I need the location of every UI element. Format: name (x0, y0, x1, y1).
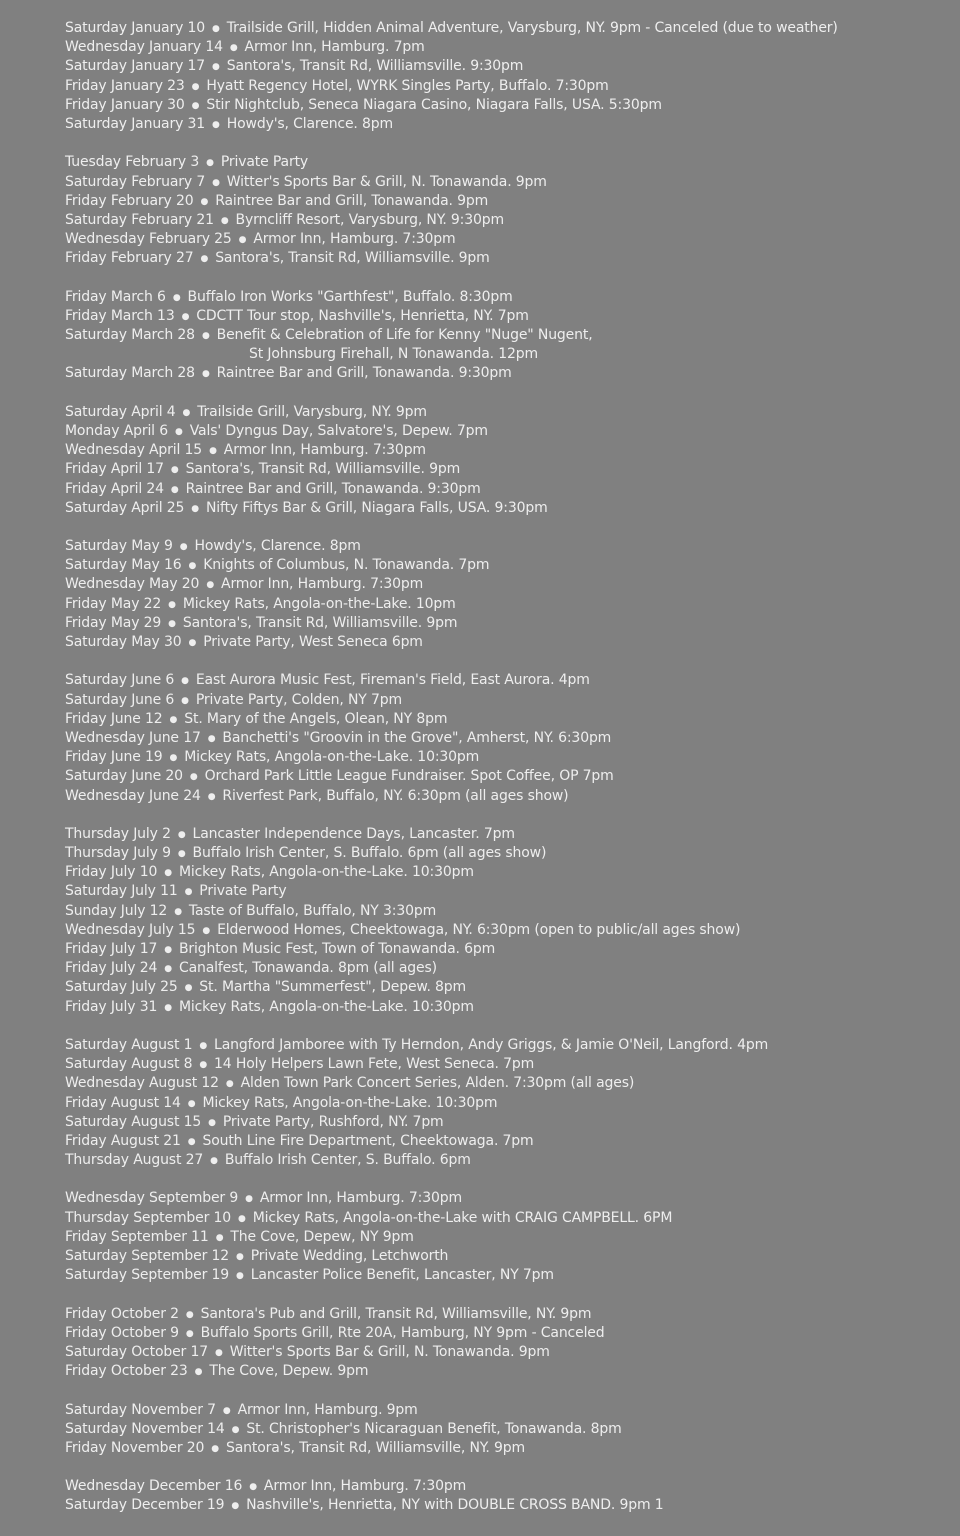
event-date: Saturday September 19 (65, 1267, 230, 1284)
event-row (65, 230, 945, 249)
bullet-separator-icon: ● (201, 331, 210, 341)
bullet-separator-icon: ● (231, 1424, 240, 1435)
bullet-separator-icon: ● (236, 1271, 244, 1282)
bullet-separator-icon: ● (164, 964, 172, 975)
event-details: Brighton Music Fest, Town of Tonawanda. 6pm (178, 941, 496, 957)
event-details: St. Christopher's Nicaraguan Benefit, Tonawanda. 8pm (246, 1420, 622, 1437)
event-row (65, 1055, 945, 1074)
event-details: The Cove, Depew. 9pm (209, 1363, 369, 1380)
event-date: Friday July 24 (65, 960, 158, 977)
bullet-separator-icon: ● (208, 1117, 216, 1128)
bullet-separator-icon: ● (164, 1002, 172, 1013)
event-date: Saturday November 7 (65, 1401, 216, 1418)
event-details: Private Wedding, Letchworth (250, 1248, 449, 1264)
month-group (65, 825, 945, 1017)
event-row (65, 978, 945, 997)
event-details: CDCTT Tour stop, Nashville's, Henrietta, NY. 7pm (196, 307, 529, 324)
event-details: Mickey Rats, Angola-on-the-Lake. 10:30pm (202, 1094, 498, 1111)
event-date: Wednesday February 25 (65, 231, 232, 248)
month-group (65, 671, 945, 805)
event-details: Armor Inn, Hamburg. 7:30pm (253, 231, 456, 248)
event-date: Saturday June 6 (65, 691, 175, 708)
event-row (65, 19, 945, 38)
event-date: Friday March 6 (65, 288, 166, 305)
bullet-separator-icon: ● (200, 254, 209, 265)
event-date: Saturday August 1 (65, 1036, 193, 1053)
event-row (65, 556, 945, 575)
event-details: Howdy's, Clarence. 8pm (226, 115, 394, 132)
event-details: Armor Inn, Hamburg. 7:30pm (221, 576, 424, 593)
bullet-separator-icon: ● (191, 81, 200, 92)
event-details: Armor Inn, Hamburg. 7pm (244, 39, 425, 56)
event-row (65, 1420, 945, 1439)
month-group (65, 153, 945, 268)
event-details: Elderwood Homes, Cheektowaga, NY. 6:30pm (open to public/all ages show) (217, 921, 741, 938)
event-row (65, 691, 945, 710)
bullet-separator-icon: ● (172, 292, 181, 303)
event-details: Mickey Rats, Angola-on-the-Lake. 10:30pm (184, 749, 480, 766)
event-details: Armor Inn, Hamburg. 9pm (237, 1401, 418, 1418)
bullet-separator-icon: ● (191, 503, 199, 514)
event-details: Armor Inn, Hamburg. 7:30pm (223, 442, 426, 459)
event-date: Friday May 22 (65, 595, 162, 612)
event-date: Friday August 14 (65, 1094, 181, 1111)
bullet-separator-icon: ● (220, 215, 229, 226)
event-date: Friday July 31 (65, 998, 158, 1015)
event-details: Orchard Park Little League Fundraiser. Spot Coffee, OP 7pm (204, 768, 614, 785)
event-details: Witter's Sports Bar & Grill, N. Tonawanda. 9pm (229, 1343, 550, 1360)
event-date: Friday March 13 (65, 307, 175, 324)
event-details-continuation: St Johnsburg Firehall, N Tonawanda. 12pm (249, 346, 539, 363)
event-row (65, 633, 945, 652)
bullet-separator-icon: ● (189, 772, 198, 783)
event-date: Saturday September 12 (65, 1248, 230, 1264)
event-details: Trailside Grill, Varysburg, NY. 9pm (197, 403, 427, 420)
event-row (65, 575, 945, 594)
event-row (65, 1036, 945, 1055)
event-row (65, 1496, 945, 1515)
bullet-separator-icon: ● (169, 753, 178, 764)
event-date: Friday October 23 (65, 1363, 188, 1380)
event-details: Canalfest, Tonawanda. 8pm (all ages) (178, 960, 437, 977)
event-row (65, 595, 945, 614)
event-row (65, 422, 945, 441)
event-details: Langford Jamboree with Ty Herndon, Andy Griggs, & Jamie O'Neil, Langford. 4pm (214, 1036, 769, 1053)
bullet-separator-icon: ● (169, 714, 178, 725)
event-date: Friday February 27 (65, 250, 194, 267)
event-date: Saturday March 28 (65, 327, 195, 343)
bullet-separator-icon: ● (177, 829, 186, 840)
bullet-separator-icon: ● (222, 1405, 231, 1416)
event-details: Hyatt Regency Hotel, WYRK Singles Party, Buffalo. 7:30pm (206, 77, 609, 94)
event-details: Raintree Bar and Grill, Tonawanda. 9:30pm (216, 365, 512, 382)
event-row (65, 96, 945, 115)
event-date: Friday January 23 (65, 77, 185, 94)
bullet-separator-icon: ● (164, 868, 172, 879)
bullet-separator-icon: ● (212, 62, 220, 73)
event-row (65, 844, 945, 863)
event-date: Thursday August 27 (65, 1152, 204, 1169)
bullet-separator-icon: ● (249, 1482, 257, 1493)
bullet-separator-icon: ● (201, 369, 210, 380)
event-row (65, 57, 945, 76)
event-date: Wednesday May 20 (65, 576, 200, 593)
event-details: Vals' Dyngus Day, Salvatore's, Depew. 7pm (189, 422, 488, 439)
event-row (65, 77, 945, 96)
event-row (65, 1228, 945, 1247)
event-details: Stir Nightclub, Seneca Niagara Casino, Niagara Falls, USA. 5:30pm (206, 96, 662, 113)
event-details: Buffalo Irish Center, S. Buffalo. 6pm (all ages show) (192, 845, 547, 862)
event-row (65, 326, 945, 345)
event-date: Saturday November 14 (65, 1420, 225, 1437)
bullet-separator-icon: ● (181, 676, 189, 687)
event-details: Benefit & Celebration of Life for Kenny "Nuge" Nugent, (216, 327, 593, 343)
event-date: Saturday April 25 (65, 499, 185, 516)
event-details: Santora's, Transit Rd, Williamsville. 9pm (215, 250, 490, 267)
event-row (65, 1074, 945, 1093)
event-row (65, 173, 945, 192)
event-date: Saturday June 20 (65, 768, 183, 785)
event-date: Saturday May 9 (65, 538, 173, 555)
bullet-separator-icon: ● (229, 43, 238, 54)
event-details: Byrncliff Resort, Varysburg, NY. 9:30pm (235, 211, 504, 228)
event-row (65, 1247, 945, 1266)
event-date: Saturday January 31 (65, 115, 206, 132)
bullet-separator-icon: ● (206, 158, 214, 169)
event-date: Saturday October 17 (65, 1343, 208, 1360)
bullet-separator-icon: ● (168, 599, 176, 610)
event-details: Private Party, Colden, NY 7pm (195, 691, 402, 708)
bullet-separator-icon: ● (210, 1156, 218, 1167)
bullet-separator-icon: ● (194, 1367, 203, 1378)
event-details: 14 Holy Helpers Lawn Fete, West Seneca. 7pm (214, 1056, 535, 1073)
month-group (65, 1036, 945, 1170)
event-details: St. Martha "Summerfest", Depew. 8pm (199, 979, 467, 996)
event-date: Friday October 2 (65, 1305, 179, 1322)
event-details: South Line Fire Department, Cheektowaga. 7pm (202, 1132, 534, 1149)
event-date: Saturday February 21 (65, 211, 214, 228)
event-date: Wednesday June 24 (65, 787, 201, 804)
event-date: Saturday July 11 (65, 883, 178, 900)
event-row (65, 307, 945, 326)
event-row (65, 1477, 945, 1496)
month-group (65, 537, 945, 652)
bullet-separator-icon: ● (202, 925, 211, 936)
event-details: Santora's Pub and Grill, Transit Rd, Williamsville, NY. 9pm (200, 1305, 592, 1322)
event-date: Friday June 12 (65, 710, 163, 727)
event-row (65, 537, 945, 556)
event-details: Santora's, Transit Rd, Williamsville, NY. 9pm (225, 1439, 525, 1456)
event-date: Friday July 10 (65, 864, 158, 881)
event-details: East Aurora Music Fest, Fireman's Field, East Aurora. 4pm (195, 672, 590, 689)
event-date: Friday July 17 (65, 941, 158, 957)
event-row (65, 614, 945, 633)
event-date: Friday October 9 (65, 1324, 179, 1341)
month-group (65, 1401, 945, 1459)
event-date: Monday April 6 (65, 422, 168, 439)
event-details: Buffalo Irish Center, S. Buffalo. 6pm (224, 1152, 471, 1169)
bullet-separator-icon: ● (181, 695, 189, 706)
bullet-separator-icon: ● (214, 1347, 223, 1358)
month-group (65, 288, 945, 384)
event-date: Saturday August 8 (65, 1056, 193, 1073)
bullet-separator-icon: ● (179, 542, 188, 553)
event-date: Wednesday July 15 (65, 921, 196, 938)
event-details: Buffalo Sports Grill, Rte 20A, Hamburg, NY 9pm - Canceled (200, 1324, 605, 1341)
event-date: Friday May 29 (65, 614, 162, 631)
event-details: Santora's, Transit Rd, Williamsville. 9:30pm (226, 58, 524, 75)
event-row (65, 288, 945, 307)
event-date: Wednesday January 14 (65, 39, 223, 56)
event-date: Thursday July 9 (65, 845, 171, 862)
event-row (65, 998, 945, 1017)
event-date: Sunday July 12 (65, 902, 168, 919)
event-date: Saturday February 7 (65, 173, 206, 190)
event-row (65, 1189, 945, 1208)
event-date: Friday April 17 (65, 461, 164, 478)
event-row (65, 1094, 945, 1113)
event-date: Saturday August 15 (65, 1113, 202, 1130)
event-row (65, 115, 945, 134)
event-date: Saturday July 25 (65, 979, 178, 996)
event-row (65, 1266, 945, 1285)
event-date: Tuesday February 3 (65, 154, 200, 171)
event-row (65, 1209, 945, 1228)
event-details: Private Party (199, 883, 287, 900)
bullet-separator-icon: ● (209, 446, 217, 457)
event-row (65, 787, 945, 806)
event-row (65, 1151, 945, 1170)
event-row (65, 1439, 945, 1458)
event-row (65, 192, 945, 211)
event-details: Mickey Rats, Angola-on-the-Lake. 10:30pm (178, 998, 474, 1015)
bullet-separator-icon: ● (238, 235, 247, 246)
event-row (65, 1113, 945, 1132)
event-row (65, 959, 945, 978)
event-date: Thursday September 10 (65, 1209, 232, 1226)
event-row (65, 921, 945, 940)
event-row (65, 671, 945, 690)
event-details: Howdy's, Clarence. 8pm (194, 538, 361, 555)
event-row (65, 748, 945, 767)
event-date: Saturday January 10 (65, 20, 206, 36)
event-date: Friday November 20 (65, 1439, 205, 1456)
event-row (65, 499, 945, 518)
event-details: Lancaster Police Benefit, Lancaster, NY 7pm (250, 1267, 554, 1284)
bullet-separator-icon: ● (164, 945, 172, 955)
event-date: Wednesday September 9 (65, 1190, 239, 1207)
bullet-separator-icon: ● (177, 849, 186, 860)
event-row (65, 480, 945, 499)
event-details: St. Mary of the Angels, Olean, NY 8pm (184, 710, 448, 727)
bullet-separator-icon: ● (184, 983, 193, 994)
event-date: Saturday December 19 (65, 1497, 225, 1514)
event-date: Friday September 11 (65, 1228, 209, 1245)
event-row (65, 767, 945, 786)
month-group (65, 1189, 945, 1285)
event-details: Buffalo Iron Works "Garthfest", Buffalo. 8:30pm (187, 288, 513, 305)
event-schedule (65, 19, 945, 1535)
bullet-separator-icon: ● (170, 465, 179, 476)
event-row (65, 1305, 945, 1324)
bullet-separator-icon: ● (206, 580, 215, 591)
bullet-separator-icon: ● (199, 1060, 208, 1071)
bullet-separator-icon: ● (174, 426, 183, 437)
event-row (65, 940, 945, 959)
event-details: Santora's, Transit Rd, Williamsville. 9pm (182, 614, 458, 631)
month-group (65, 1477, 945, 1515)
event-row (65, 364, 945, 383)
bullet-separator-icon: ● (215, 1232, 224, 1243)
event-details: Private Party, West Seneca 6pm (203, 634, 423, 650)
event-row (65, 863, 945, 882)
event-row (65, 729, 945, 748)
event-date: Saturday March 28 (65, 365, 195, 382)
event-row (65, 153, 945, 172)
event-details: Private Party (220, 154, 309, 171)
event-date: Friday June 19 (65, 749, 163, 766)
bullet-separator-icon: ● (238, 1213, 246, 1224)
event-date: Saturday April 4 (65, 403, 176, 420)
event-details: Santora's, Transit Rd, Williamsville. 9pm (185, 461, 461, 478)
bullet-separator-icon: ● (225, 1079, 234, 1090)
event-row (65, 211, 945, 230)
bullet-separator-icon: ● (191, 100, 200, 111)
event-details: Nifty Fiftys Bar & Grill, Niagara Falls, USA. 9:30pm (205, 499, 548, 516)
event-row (65, 1362, 945, 1381)
event-date: Wednesday April 15 (65, 442, 203, 459)
event-date: Wednesday August 12 (65, 1075, 219, 1092)
event-details: Knights of Columbus, N. Tonawanda. 7pm (203, 557, 490, 574)
event-details: Raintree Bar and Grill, Tonawanda. 9pm (215, 192, 489, 209)
bullet-separator-icon: ● (212, 119, 220, 130)
event-row (65, 825, 945, 844)
event-row (65, 460, 945, 479)
bullet-separator-icon: ● (188, 638, 197, 648)
event-date: Saturday May 16 (65, 557, 182, 574)
bullet-separator-icon: ● (170, 484, 179, 495)
event-row (65, 1132, 945, 1151)
event-date: Friday February 20 (65, 192, 194, 209)
event-date: Friday April 24 (65, 480, 164, 497)
event-date: Friday January 30 (65, 96, 185, 113)
bullet-separator-icon: ● (182, 407, 191, 418)
bullet-separator-icon: ● (211, 1443, 219, 1454)
event-details: Witter's Sports Bar & Grill, N. Tonawanda. 9pm (226, 173, 547, 190)
event-date: Wednesday December 16 (65, 1478, 243, 1495)
event-details: Mickey Rats, Angola-on-the-Lake. 10:30pm (178, 864, 474, 881)
event-details: Armor Inn, Hamburg. 7:30pm (259, 1190, 462, 1207)
event-date: Friday August 21 (65, 1132, 181, 1149)
event-details: Mickey Rats, Angola-on-the-Lake with CRAIG CAMPBELL. 6PM (252, 1209, 673, 1226)
event-row (65, 1343, 945, 1362)
event-row (65, 403, 945, 422)
event-details: Lancaster Independence Days, Lancaster. 7pm (192, 825, 515, 842)
event-details: Nashville's, Henrietta, NY with DOUBLE CROSS BAND. 9pm 1 (246, 1497, 664, 1514)
event-date: Saturday January 17 (65, 58, 206, 75)
bullet-separator-icon: ● (168, 618, 176, 629)
event-date: Saturday May 30 (65, 634, 182, 650)
event-row (65, 1401, 945, 1420)
bullet-separator-icon: ● (174, 906, 182, 917)
event-details: Mickey Rats, Angola-on-the-Lake. 10pm (182, 595, 456, 612)
bullet-separator-icon: ● (187, 1098, 196, 1109)
event-date: Wednesday June 17 (65, 729, 201, 746)
bullet-separator-icon: ● (181, 311, 190, 322)
event-details: Riverfest Park, Buffalo, NY. 6:30pm (all ages show) (222, 787, 569, 804)
event-details: Banchetti's "Groovin in the Grove", Amherst, NY. 6:30pm (222, 729, 612, 746)
bullet-separator-icon: ● (245, 1194, 253, 1205)
bullet-separator-icon: ● (199, 1040, 208, 1051)
bullet-separator-icon: ● (185, 1328, 194, 1339)
event-row (65, 441, 945, 460)
bullet-separator-icon: ● (236, 1252, 244, 1262)
event-details: Taste of Buffalo, Buffalo, NY 3:30pm (188, 902, 437, 919)
bullet-separator-icon: ● (188, 561, 197, 572)
event-row (65, 882, 945, 901)
event-date: Saturday June 6 (65, 672, 175, 689)
bullet-separator-icon: ● (207, 733, 216, 744)
event-row (65, 902, 945, 921)
bullet-separator-icon: ● (185, 1309, 194, 1320)
event-details: Trailside Grill, Hidden Animal Adventure, Varysburg, NY. 9pm - Canceled (due to weather) (226, 20, 838, 36)
event-details: The Cove, Depew, NY 9pm (230, 1228, 414, 1245)
event-details: Private Party, Rushford, NY. 7pm (222, 1113, 444, 1130)
bullet-separator-icon: ● (231, 1501, 240, 1512)
month-group (65, 403, 945, 518)
bullet-separator-icon: ● (184, 887, 193, 898)
bullet-separator-icon: ● (212, 177, 220, 188)
bullet-separator-icon: ● (212, 24, 220, 34)
event-date: Thursday July 2 (65, 825, 171, 842)
event-row (65, 249, 945, 268)
bullet-separator-icon: ● (187, 1136, 196, 1147)
month-group (65, 19, 945, 134)
bullet-separator-icon: ● (207, 791, 216, 802)
event-details: Armor Inn, Hamburg. 7:30pm (263, 1478, 467, 1495)
event-row (65, 710, 945, 729)
event-row (65, 38, 945, 57)
month-group (65, 1305, 945, 1382)
bullet-separator-icon: ● (200, 196, 209, 207)
event-row (65, 1324, 945, 1343)
event-details: Alden Town Park Concert Series, Alden. 7:30pm (all ages) (240, 1075, 635, 1092)
event-details: Raintree Bar and Grill, Tonawanda. 9:30pm (185, 480, 481, 497)
